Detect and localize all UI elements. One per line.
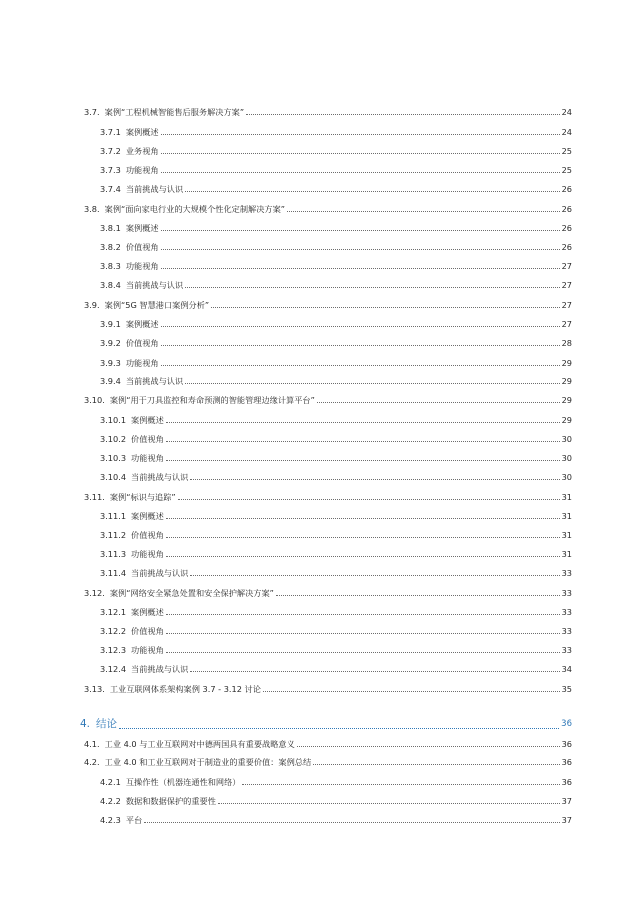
toc-entry-title: 当前挑战与认识 — [131, 568, 189, 578]
toc-entry[interactable] — [0, 566, 640, 580]
toc-entry-page: 27 — [561, 261, 572, 271]
toc-entry[interactable] — [0, 413, 640, 427]
dot-leader — [161, 230, 560, 231]
toc-entry-page: 26 — [561, 184, 572, 194]
dot-leader — [161, 249, 560, 250]
toc-entry[interactable] — [0, 490, 640, 504]
toc-entry-title: 案例“5G 智慧港口案例分析” — [104, 300, 210, 310]
toc-entry[interactable] — [0, 813, 640, 827]
toc-entry-number: 3.7.1 — [100, 127, 121, 137]
toc-entry-title: 工业 4.0 和工业互联网对于制造业的重要价值：案例总结 — [104, 757, 312, 767]
toc-entry[interactable] — [0, 775, 640, 789]
toc-entry-page: 33 — [561, 626, 572, 636]
toc-entry-title: 案例概述 — [131, 511, 164, 521]
toc-entry[interactable] — [0, 643, 640, 657]
toc-entry[interactable] — [0, 336, 640, 350]
dot-leader — [166, 556, 560, 557]
toc-entry-number: 3.8.2 — [100, 242, 121, 252]
toc-entry[interactable] — [0, 144, 640, 158]
toc-entry-page: 31 — [561, 549, 572, 559]
toc-entry-title: 功能视角 — [125, 165, 159, 175]
dot-leader — [211, 307, 559, 308]
toc-entry-number: 3.8. — [84, 204, 100, 214]
dot-leader — [313, 764, 559, 765]
toc-entry-title: 价值视角 — [131, 530, 164, 540]
toc-entry-number: 3.8.3 — [100, 261, 121, 271]
dot-leader — [185, 287, 559, 288]
toc-entry-number: 3.12.2 — [100, 626, 127, 636]
toc-entry[interactable] — [0, 125, 640, 139]
dot-leader — [166, 537, 560, 538]
toc-entry-title: 价值视角 — [125, 338, 159, 348]
toc-entry[interactable] — [0, 317, 640, 331]
toc-entry-number: 3.9. — [84, 300, 100, 310]
dot-leader — [218, 803, 560, 804]
toc-entry-number: 3.12.4 — [100, 664, 127, 674]
dot-leader — [297, 746, 560, 747]
toc-entry-page: 31 — [561, 511, 572, 521]
toc-entry-number: 4.2.1 — [100, 777, 121, 787]
toc-entry[interactable] — [0, 509, 640, 523]
toc-entry-number: 3.8.1 — [100, 223, 121, 233]
toc-entry-number: 3.11. — [84, 492, 105, 502]
toc-entry-title: 功能视角 — [131, 549, 164, 559]
toc-entry-page: 33 — [561, 588, 572, 598]
dot-leader — [276, 595, 560, 596]
toc-entry-page: 28 — [561, 338, 572, 348]
dot-leader — [287, 211, 560, 212]
dot-leader — [190, 479, 559, 480]
toc-entry-number: 4. — [80, 718, 91, 730]
toc-entry-number: 3.13. — [84, 684, 105, 694]
toc-entry-number: 3.9.1 — [100, 319, 121, 329]
dot-leader — [166, 614, 560, 615]
toc-entry[interactable] — [0, 451, 640, 465]
toc-entry-title: 案例概述 — [125, 319, 159, 329]
toc-entry-number: 3.10.1 — [100, 415, 127, 425]
toc-entry-number: 3.8.4 — [100, 280, 121, 290]
toc-entry[interactable] — [0, 528, 640, 542]
toc-entry[interactable] — [0, 547, 640, 561]
toc-entry-number: 4.1. — [84, 739, 100, 749]
dot-leader — [161, 153, 560, 154]
toc-entry-page: 26 — [561, 204, 572, 214]
toc-entry-title: 价值视角 — [131, 626, 164, 636]
toc-entry-page: 29 — [561, 395, 572, 405]
toc-entry-title: 案例概述 — [125, 223, 159, 233]
dot-leader — [190, 575, 559, 576]
toc-entry-title: 互操作性（机器连通性和网络） — [125, 777, 241, 787]
toc-entry-page: 34 — [561, 664, 572, 674]
toc-entry-title: 案例概述 — [131, 415, 164, 425]
dot-leader — [161, 172, 560, 173]
toc-entry-title: 案例“网络安全紧急处置和安全保护解决方案” — [109, 588, 274, 598]
toc-entry-title: 功能视角 — [125, 358, 159, 368]
dot-leader — [246, 114, 559, 115]
toc-entry[interactable] — [0, 278, 640, 292]
toc-entry-number: 4.2. — [84, 757, 100, 767]
toc-entry-page: 30 — [561, 434, 572, 444]
toc-entry[interactable] — [0, 432, 640, 446]
toc-entry-number: 3.11.2 — [100, 530, 127, 540]
toc-entry-page: 24 — [561, 127, 572, 137]
toc-entry-number: 3.7.4 — [100, 184, 121, 194]
toc-entry-title: 价值视角 — [131, 434, 164, 444]
toc-entry-page: 27 — [561, 300, 572, 310]
toc-entry[interactable] — [0, 356, 640, 370]
toc-entry-title: 当前挑战与认识 — [131, 472, 189, 482]
dot-leader — [166, 460, 560, 461]
toc-entry[interactable] — [0, 470, 640, 484]
toc-entry[interactable] — [0, 755, 640, 769]
dot-leader — [161, 268, 560, 269]
toc-entry-title: 案例“工程机械智能售后服务解决方案” — [104, 107, 245, 117]
toc-entry[interactable] — [0, 374, 640, 388]
toc-entry-title: 平台 — [125, 815, 143, 825]
toc-entry-title: 案例“面向家电行业的大规模个性化定制解决方案” — [104, 204, 286, 214]
dot-leader — [185, 383, 559, 384]
toc-entry[interactable] — [0, 682, 640, 696]
toc-entry-page: 25 — [561, 165, 572, 175]
toc-entry-page: 25 — [561, 146, 572, 156]
toc-entry[interactable] — [0, 737, 640, 751]
toc-entry-page: 36 — [561, 719, 572, 729]
toc-entry-page: 36 — [561, 757, 572, 767]
toc-entry[interactable] — [0, 605, 640, 619]
toc-entry-number: 3.7. — [84, 107, 100, 117]
dot-leader — [166, 652, 560, 653]
dot-leader — [166, 633, 560, 634]
toc-entry-number: 3.11.3 — [100, 549, 127, 559]
dot-leader — [161, 134, 560, 135]
toc-entry-page: 36 — [561, 739, 572, 749]
toc-entry[interactable] — [0, 105, 640, 119]
toc-entry-number: 3.9.2 — [100, 338, 121, 348]
toc-entry-title: 当前挑战与认识 — [131, 664, 189, 674]
dot-leader — [166, 518, 560, 519]
toc-entry-title: 功能视角 — [131, 645, 164, 655]
dot-leader — [161, 365, 560, 366]
toc-entry-page: 33 — [561, 568, 572, 578]
toc-entry[interactable] — [0, 259, 640, 273]
toc-entry-number: 3.12.3 — [100, 645, 127, 655]
toc-entry-title: 案例“标识与追踪” — [109, 492, 176, 502]
toc-entry-number: 4.2.3 — [100, 815, 121, 825]
toc-entry-title: 当前挑战与认识 — [125, 376, 184, 386]
toc-entry-number: 3.12. — [84, 588, 105, 598]
dot-leader — [190, 671, 559, 672]
toc-entry-page: 33 — [561, 645, 572, 655]
toc-entry-title: 案例“用于刀具监控和寿命预测的智能管理边缘计算平台” — [109, 395, 315, 405]
toc-entry[interactable] — [0, 221, 640, 235]
dot-leader — [263, 691, 560, 692]
toc-entry-page: 29 — [561, 415, 572, 425]
toc-entry[interactable] — [0, 163, 640, 177]
toc-entry-number: 3.10.3 — [100, 453, 127, 463]
dot-leader — [166, 422, 560, 423]
toc-entry-number: 3.11.1 — [100, 511, 127, 521]
dot-leader — [178, 499, 560, 500]
toc-entry[interactable] — [0, 662, 640, 676]
toc-entry[interactable] — [0, 182, 640, 196]
toc-entry-number: 3.10.2 — [100, 434, 127, 444]
dot-leader — [161, 345, 560, 346]
toc-entry-page: 26 — [561, 242, 572, 252]
toc-entry-number: 3.9.3 — [100, 358, 121, 368]
dot-leader — [144, 822, 559, 823]
toc-entry-number: 4.2.2 — [100, 796, 121, 806]
toc-entry[interactable] — [0, 624, 640, 638]
toc-entry-title: 案例概述 — [131, 607, 164, 617]
dot-leader — [317, 402, 560, 403]
toc-entry-number: 3.10. — [84, 395, 105, 405]
toc-entry-number: 3.9.4 — [100, 376, 121, 386]
toc-entry-page: 30 — [561, 472, 572, 482]
toc-entry[interactable] — [0, 202, 640, 216]
toc-entry-title: 工业 4.0 与工业互联网对中德两国具有重要战略意义 — [104, 739, 295, 749]
toc-entry-page: 31 — [561, 492, 572, 502]
toc-entry[interactable] — [0, 586, 640, 600]
toc-entry-page: 35 — [561, 684, 572, 694]
toc-entry-title: 业务视角 — [125, 146, 159, 156]
toc-entry-page: 24 — [561, 107, 572, 117]
dot-leader — [119, 728, 559, 729]
toc-entry-page: 37 — [561, 796, 572, 806]
toc-entry-title: 工业互联网体系架构案例 3.7 - 3.12 讨论 — [109, 684, 261, 694]
dot-leader — [166, 441, 560, 442]
toc-entry-page: 36 — [561, 777, 572, 787]
toc-entry-page: 29 — [561, 376, 572, 386]
dot-leader — [242, 784, 559, 785]
toc-entry-title: 功能视角 — [131, 453, 164, 463]
toc-entry-page: 29 — [561, 358, 572, 368]
toc-entry[interactable] — [0, 393, 640, 407]
toc-entry[interactable] — [0, 717, 640, 731]
toc-entry-number: 3.11.4 — [100, 568, 127, 578]
toc-entry-number: 3.10.4 — [100, 472, 127, 482]
toc-entry-title: 结论 — [96, 718, 118, 730]
toc-entry-title: 数据和数据保护的重要性 — [125, 796, 216, 806]
toc-entry-title: 功能视角 — [125, 261, 159, 271]
dot-leader — [161, 326, 560, 327]
toc-entry-title: 当前挑战与认识 — [125, 280, 184, 290]
toc-entry-page: 30 — [561, 453, 572, 463]
toc-entry-number: 3.7.2 — [100, 146, 121, 156]
toc-entry[interactable] — [0, 240, 640, 254]
toc-entry[interactable] — [0, 794, 640, 808]
toc-entry-page: 33 — [561, 607, 572, 617]
toc-entry-page: 26 — [561, 223, 572, 233]
toc-entry-page: 27 — [561, 319, 572, 329]
toc-entry-number: 3.12.1 — [100, 607, 127, 617]
dot-leader — [185, 191, 559, 192]
toc-entry-page: 27 — [561, 280, 572, 290]
toc-entry-title: 当前挑战与认识 — [125, 184, 184, 194]
toc-entry-number: 3.7.3 — [100, 165, 121, 175]
toc-entry-page: 31 — [561, 530, 572, 540]
toc-entry-title: 案例概述 — [125, 127, 159, 137]
toc-entry-page: 37 — [561, 815, 572, 825]
toc-entry-title: 价值视角 — [125, 242, 159, 252]
toc-entry[interactable] — [0, 298, 640, 312]
